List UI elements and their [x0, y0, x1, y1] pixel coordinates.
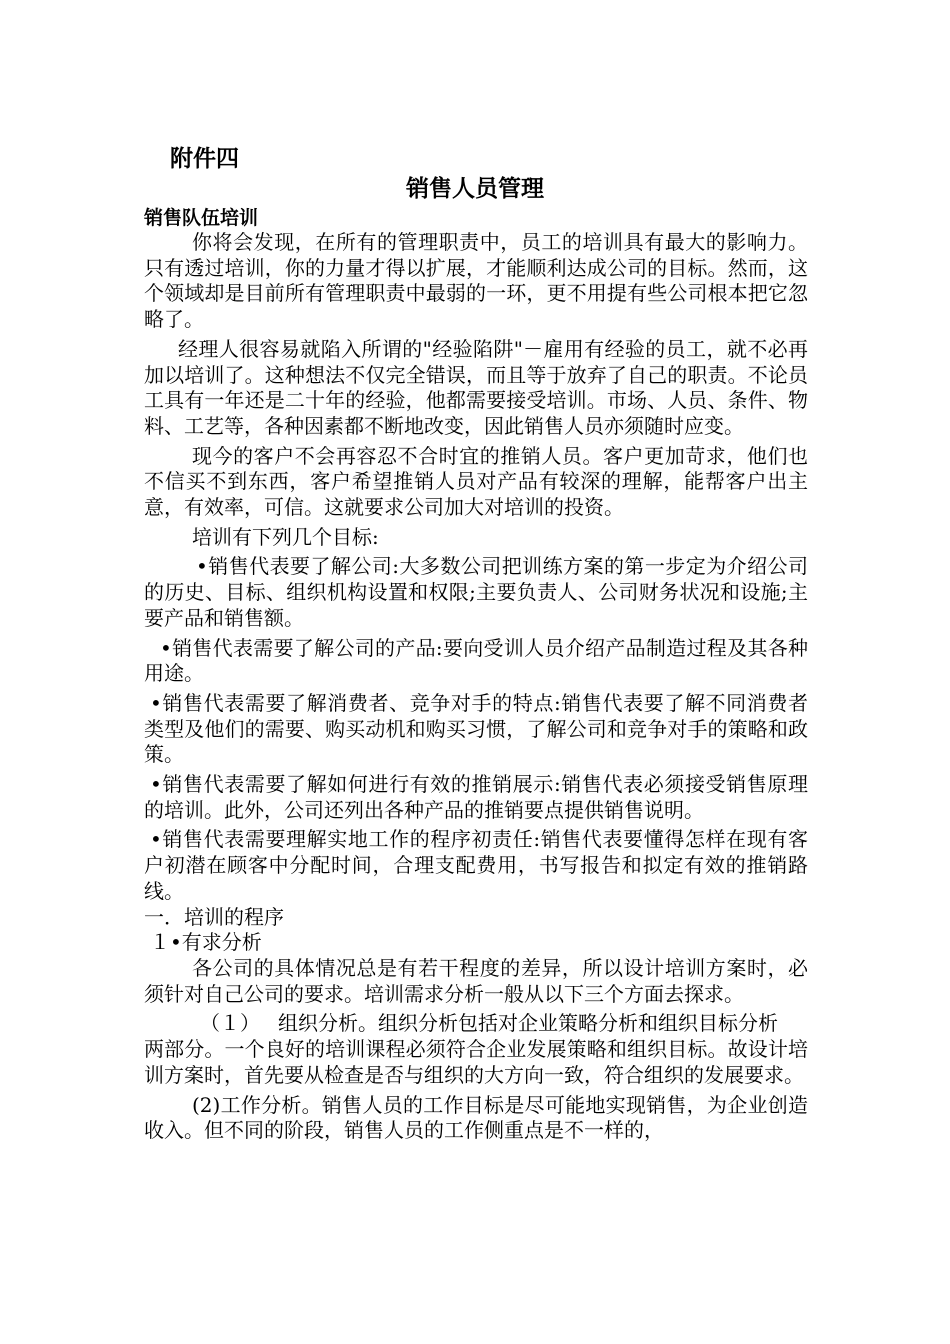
list-item-number: （１） — [200, 1011, 260, 1036]
list-item-text: 组织分析。组织分析包括对企业策略分析和组织目标分析 — [278, 1011, 778, 1036]
bullet-know-consumers: •销售代表需要了解消费者、竞争对手的特点:销售代表要了解不同消费者类型及他们的需要、购买动机和购买习惯，了解公司和竞争对手的策略和政策。 — [144, 690, 808, 767]
paragraph-needs-analysis: 各公司的具体情况总是有若干程度的差异，所以设计培训方案时，必须针对自己公司的要求。培训需求分析一般从以下三个方面去探求。 — [144, 955, 808, 1006]
list-item-org-analysis — [144, 1011, 808, 1037]
document-body — [144, 230, 808, 1144]
paragraph-work-analysis: (2)工作分析。销售人员的工作目标是尽可能地实现销售，为企业创造收入。但不同的阶段，销售人员的工作侧重点是不一样的， — [144, 1092, 808, 1143]
bullet-field-work: •销售代表需要理解实地工作的程序初责任:销售代表要懂得怎样在现有客户初潜在顾客中分配时间，合理支配费用，书写报告和拟定有效的推销路线。 — [144, 827, 808, 903]
paragraph-goals-intro: 培训有下列几个目标: — [192, 524, 379, 549]
bullet-sales-presentation: •销售代表需要了解如何进行有效的推销展示:销售代表必须接受销售原理的培训。此外，公司还列出各种产品的推销要点提供销售说明。 — [144, 772, 808, 822]
subheading-training-procedure: 一．培训的程序 — [144, 904, 284, 929]
bullet-know-company: •销售代表要了解公司:大多数公司把训练方案的第一步定为介绍公司的历史、目标、组织机构设置和权限;主要负责人、公司财务状况和设施;主要产品和销售额。 — [144, 554, 808, 630]
bullet-know-products: •销售代表需要了解公司的产品:要向受训人员介绍产品制造过程及其各种用途。 — [144, 635, 808, 686]
paragraph-intro: 你将会发现，在所有的管理职责中，员工的培训具有最大的影响力。只有透过培训，你的力量才得以扩展，才能顺利达成公司的目标。然而，这个领域却是目前所有管理职责中最弱的一环，更不用提有些公司根本把它忽略了。 — [144, 230, 808, 332]
section-heading: 销售队伍培训 — [144, 207, 259, 229]
document-title: 销售人员管理 — [406, 176, 544, 202]
paragraph-experience-trap: 经理人很容易就陷入所谓的"经验陷阱"－雇用有经验的员工，就不必再加以培训了。这种想法不仅完全错误，而且等于放弃了自己的职责。不论员工具有一年还是二十年的经验，他都需要接受培训。市场、人员、条件、物料、工艺等，各种因素都不断地改变，因此销售人员亦须随时应变。 — [144, 336, 808, 438]
subheading-needs-analysis: １•有求分析 — [150, 930, 262, 955]
paragraph-org-analysis-cont: 两部分。一个良好的培训课程必须符合企业发展策略和组织目标。故设计培训方案时，首先要从检查是否与组织的大方向一致，符合组织的发展要求。 — [144, 1037, 808, 1087]
annex-label: 附件四 — [170, 146, 239, 172]
paragraph-customer-demands: 现今的客户不会再容忍不合时宜的推销人员。客户更加苛求，他们也不信买不到东西，客户希望推销人员对产品有较深的理解，能帮客户出主意，有效率，可信。这就要求公司加大对培训的投资。 — [144, 443, 808, 520]
